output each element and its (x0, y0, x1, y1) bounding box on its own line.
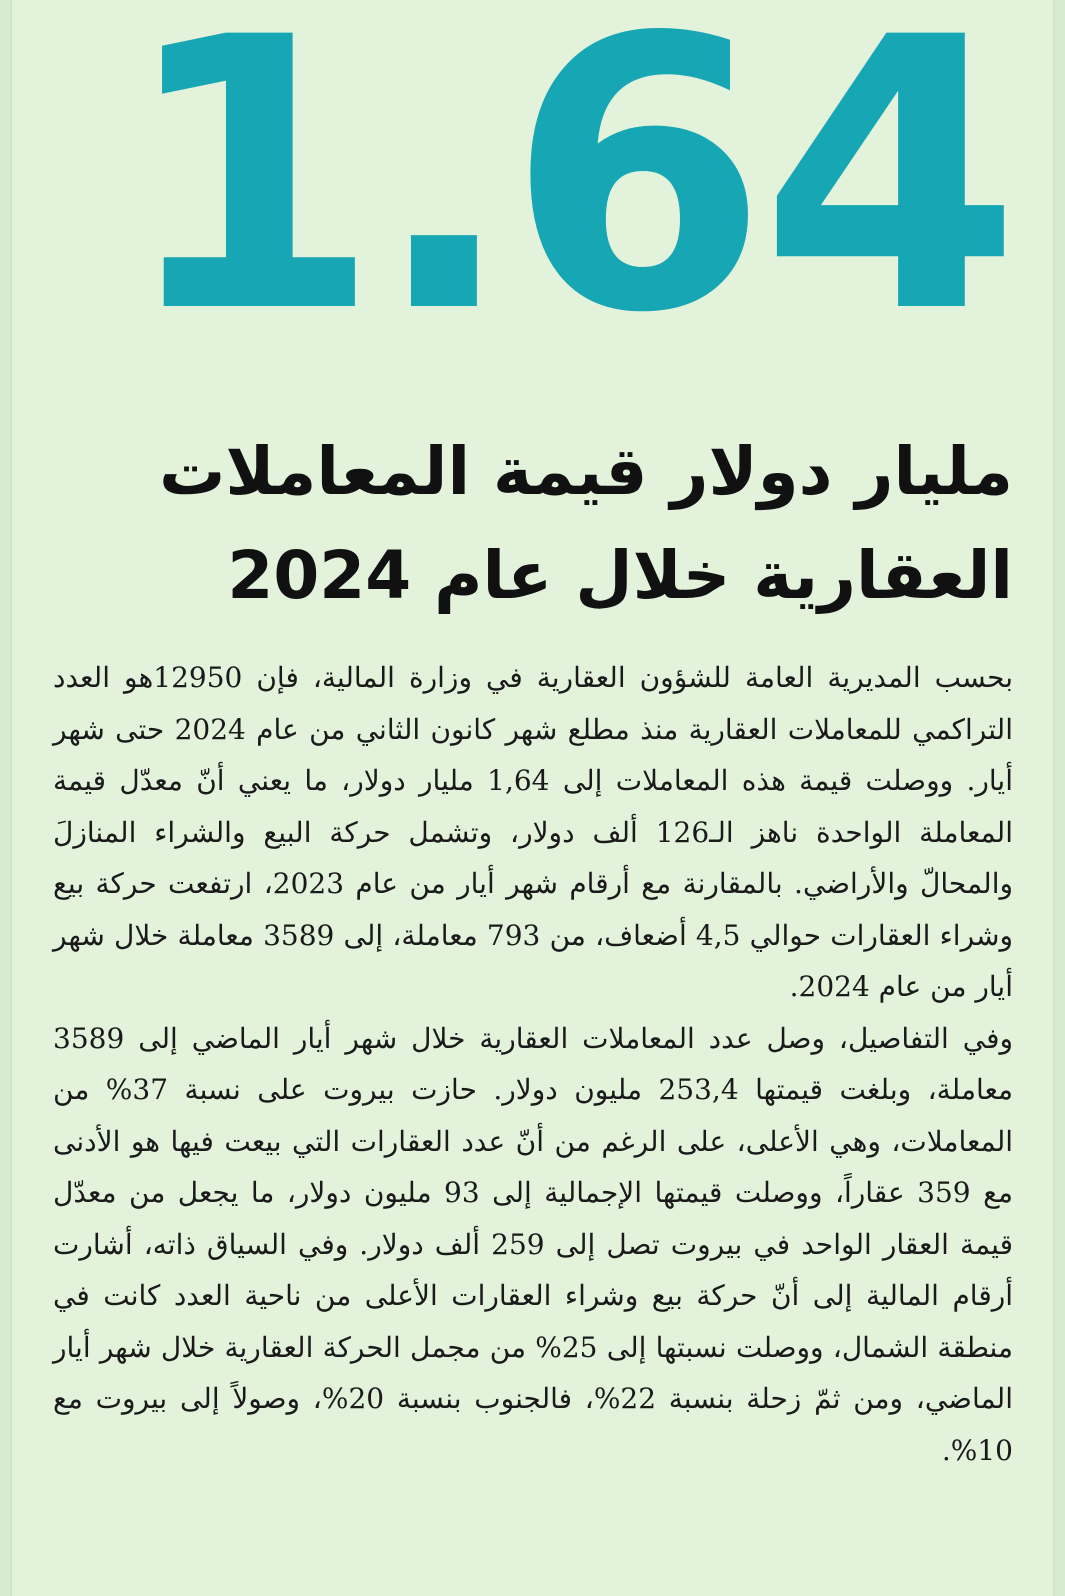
headline-line-2: العقارية خلال عام 2024 (227, 537, 1013, 614)
article-body (53, 652, 1013, 1476)
paragraph: بحسب المديرية العامة للشؤون العقارية في وزارة المالية، فإن 12950هو العدد التراكمي للمعاملات العقارية منذ مطلع شهر كانون الثاني من عام 2024 حتى شهر أيار. ووصلت قيمة هذه المعاملات إلى 1,64 مليار دولار، ما يعني أنّ معدّل قيمة المعاملة الواحدة ناهز الـ126 ألف دولار، وتشمل حركة البيع والشراء المنازلَ والمحالّ والأراضي. بالمقارنة مع أرقام شهر أيار من عام 2023، ارتفعت حركة بيع وشراء العقارات حوالي 4,5 أضعاف، من 793 معاملة، إلى 3589 معاملة خلال شهر أيار من عام 2024. (53, 661, 1013, 1003)
paragraph: وفي التفاصيل، وصل عدد المعاملات العقارية خلال شهر أيار الماضي إلى 3589 معاملة، وبلغت قيمتها 253,4 مليون دولار. حازت بيروت على نسبة 37% من المعاملات، وهي الأعلى، على الرغم من أنّ عدد العقارات التي بيعت فيها هو الأدنى مع 359 عقاراً، ووصلت قيمتها الإجمالية إلى 93 مليون دولار، ما يجعل من معدّل قيمة العقار الواحد في بيروت تصل إلى 259 ألف دولار. وفي السياق ذاته، أشارت أرقام المالية إلى أنّ حركة بيع وشراء العقارات الأعلى من ناحية العدد كانت في منطقة الشمال، ووصلت نسبتها إلى 25% من مجمل الحركة العقارية خلال شهر أيار الماضي، ومن ثمّ زحلة بنسبة 22%، فالجنوب بنسبة 20%، وصولاً إلى بيروت مع 10%. (53, 1021, 1014, 1467)
headline (53, 420, 1013, 628)
article-panel (10, 0, 1055, 1596)
headline-line-1: مليار دولار قيمة المعاملات (159, 433, 1013, 510)
big-number: 1.64 (119, 0, 1013, 395)
